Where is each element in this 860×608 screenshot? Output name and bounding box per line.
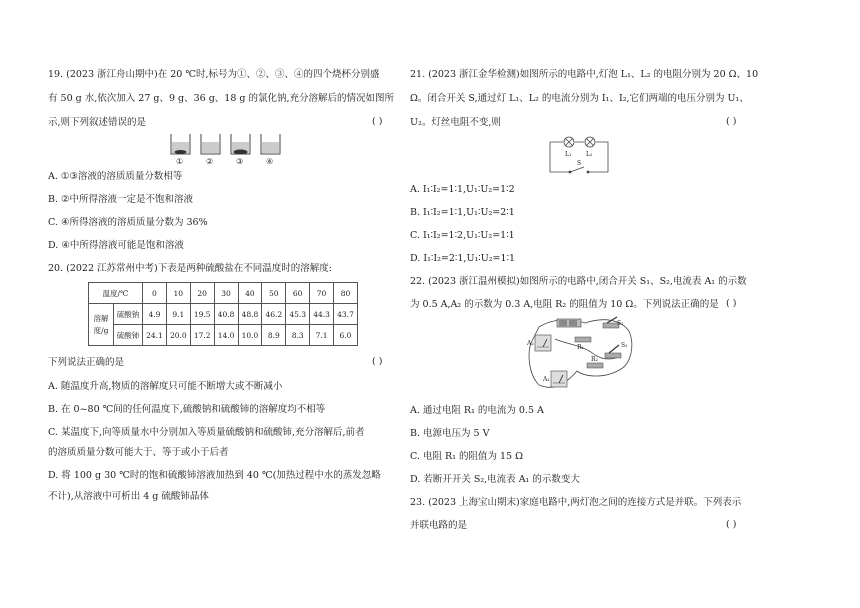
value-cell: 48.8 — [238, 304, 262, 325]
value-cell: 43.7 — [334, 304, 358, 325]
q20-option-c-line1: C. 某温度下,向等质量水中分别加入等质量硫酸钠和硫酸铈,充分溶解后,前者 — [48, 427, 365, 438]
q22-line2: 为 0.5 A,A₂ 的示数为 0.3 A,电阻 R₂ 的阻值为 10 Ω。下列说法正确的是 — [410, 299, 719, 310]
label-r2: R₂ — [591, 356, 598, 363]
solubility-table — [88, 282, 358, 346]
q20-line2: 下列说法正确的是 — [48, 357, 125, 368]
temp-cell: 20 — [190, 283, 214, 304]
beaker-label-3: ③ — [236, 157, 244, 166]
value-cell: 14.0 — [214, 325, 238, 346]
q19-option-a: A. ①③溶液的溶质质量分数相等 — [48, 171, 183, 182]
circuit-wire — [550, 142, 608, 172]
physical-circuit-figure — [525, 315, 637, 397]
switch-s2-icon — [605, 345, 621, 358]
temp-cell: 0 — [143, 283, 167, 304]
value-cell: 24.1 — [143, 325, 167, 346]
switch-icon — [570, 167, 584, 172]
value-cell: 46.2 — [262, 304, 286, 325]
ammeter-a2-icon — [535, 335, 551, 351]
resistor-r1-icon — [575, 337, 591, 342]
table-row — [89, 304, 358, 325]
beaker-label-4: ④ — [266, 157, 274, 166]
value-cell: 4.9 — [143, 304, 167, 325]
q22-option-a: A. 通过电阻 R₁ 的电流为 0.5 A — [410, 405, 544, 416]
beaker-label-1: ① — [176, 157, 184, 166]
ammeter-a1-icon — [551, 371, 567, 387]
q22-answer-bracket: ( ) — [726, 298, 737, 309]
q21-option-d: D. I₁∶I₂=2∶1,U₁∶U₂=1∶1 — [410, 253, 516, 264]
label-l1: L₁ — [565, 151, 572, 158]
value-cell: 8.9 — [262, 325, 286, 346]
temp-cell: 80 — [334, 283, 358, 304]
value-cell: 9.1 — [166, 304, 190, 325]
q22-option-c: C. 电阻 R₁ 的阻值为 15 Ω — [410, 451, 523, 462]
row-group-header-1: 溶解 — [93, 313, 109, 323]
q20-option-d-line2: 不计),从溶液中可析出 4 g 硫酸铈晶体 — [48, 491, 209, 502]
resistor-r2-icon — [587, 363, 603, 368]
value-cell: 6.0 — [334, 325, 358, 346]
value-cell: 10.0 — [238, 325, 262, 346]
temp-cell: 50 — [262, 283, 286, 304]
q23-line2: 并联电路的是 — [410, 520, 468, 531]
row-name: 硫酸钠 — [114, 304, 143, 325]
table-row — [89, 325, 358, 346]
q21-answer-bracket: ( ) — [726, 116, 737, 127]
value-cell: 44.3 — [310, 304, 334, 325]
value-cell: 7.1 — [310, 325, 334, 346]
battery-icon — [557, 319, 581, 327]
beaker-3 — [231, 134, 250, 155]
q23-line1: 23. (2023 上海宝山期末)家庭电路中,两灯泡之间的连接方式是并联。下列表示 — [410, 497, 742, 508]
q21-option-b: B. I₁∶I₂=1∶1,U₁∶U₂=2∶1 — [410, 207, 515, 218]
q19-option-b: B. ②中所得溶液一定是不饱和溶液 — [48, 194, 194, 205]
beakers-figure — [168, 132, 286, 166]
row-name: 硫酸铈 — [114, 325, 143, 346]
table-header-row — [89, 283, 358, 304]
label-s2: S₂ — [621, 342, 628, 349]
temp-cell: 30 — [214, 283, 238, 304]
q21-line3: U₂。灯丝电阻不变,则 — [410, 117, 501, 128]
temp-cell: 70 — [310, 283, 334, 304]
value-cell: 19.5 — [190, 304, 214, 325]
q21-option-a: A. I₁∶I₂=1∶1,U₁∶U₂=1∶2 — [410, 184, 515, 195]
beaker-label-2: ② — [206, 157, 214, 166]
label-a1: A₁ — [543, 376, 550, 383]
q20-option-a: A. 随温度升高,物质的溶解度只可能不断增大或不断减小 — [48, 381, 283, 392]
q19-option-d: D. ④中所得溶液可能是饱和溶液 — [48, 240, 184, 251]
q22-option-b: B. 电源电压为 5 V — [410, 428, 490, 439]
row-group-header — [89, 304, 114, 346]
temp-cell: 40 — [238, 283, 262, 304]
q21-line1: 21. (2023 浙江金华检测)如图所示的电路中,灯泡 L₁、L₂ 的电阻分别为 20 Ω、10 — [410, 69, 759, 80]
value-cell: 45.3 — [286, 304, 310, 325]
q19-answer-bracket: ( ) — [372, 116, 383, 127]
value-cell: 20.0 — [166, 325, 190, 346]
beaker-2 — [201, 134, 220, 154]
label-r1: R₁ — [577, 344, 584, 351]
q19-line1: 19. (2023 浙江舟山期中)在 20 ℃时,标号为①、②、③、④的四个烧杯分别盛 — [48, 69, 380, 80]
table-corner-cell: 温度/℃ — [89, 283, 143, 304]
q19-line2: 有 50 g 水,依次加入 27 g、9 g、36 g、18 g 的氯化钠,充分溶解后的情况如图所 — [48, 93, 395, 104]
q20-option-d-line1: D. 将 100 g 30 ℃时的饱和硫酸铈溶液加热到 40 ℃(加热过程中水的蒸发忽略 — [48, 470, 381, 481]
beaker-1 — [171, 134, 190, 154]
q21-line2: Ω。闭合开关 S,通过灯 L₁、L₂ 的电流分别为 I₁、I₂,它们两端的电压分别为 U₁、 — [410, 93, 749, 104]
value-cell: 8.3 — [286, 325, 310, 346]
value-cell: 40.8 — [214, 304, 238, 325]
q19-option-c: C. ④所得溶液的溶质质量分数为 36% — [48, 217, 208, 228]
label-s: S — [577, 160, 582, 167]
temp-cell: 10 — [166, 283, 190, 304]
label-l2: L₂ — [586, 151, 593, 158]
row-group-header-2: 度/g — [93, 325, 109, 335]
q20-option-b: B. 在 0~80 ℃间的任何温度下,硫酸钠和硫酸铈的溶解度均不相等 — [48, 404, 326, 415]
label-a2: A₂ — [527, 340, 534, 347]
q22-line1: 22. (2023 浙江温州模拟)如图所示的电路中,闭合开关 S₁、S₂,电流表 A₁ 的示数 — [410, 276, 747, 287]
q21-option-c: C. I₁∶I₂=1∶2,U₁∶U₂=1∶1 — [410, 230, 515, 241]
series-circuit-diagram — [548, 132, 610, 178]
temp-cell: 60 — [286, 283, 310, 304]
q20-option-c-line2: 的溶质质量分数可能大于、等于或小于后者 — [48, 447, 229, 458]
q22-option-d: D. 若断开开关 S₂,电流表 A₁ 的示数变大 — [410, 474, 580, 485]
label-s1: S₁ — [617, 320, 624, 327]
q19-line3: 示,则下列叙述错误的是 — [48, 117, 147, 128]
q23-answer-bracket: ( ) — [726, 519, 737, 530]
value-cell: 17.2 — [190, 325, 214, 346]
beaker-4 — [261, 134, 280, 154]
q20-answer-bracket: ( ) — [372, 356, 383, 367]
q20-line1: 20. (2022 江苏常州中考)下表是两种硫酸盐在不同温度时的溶解度: — [48, 263, 332, 274]
